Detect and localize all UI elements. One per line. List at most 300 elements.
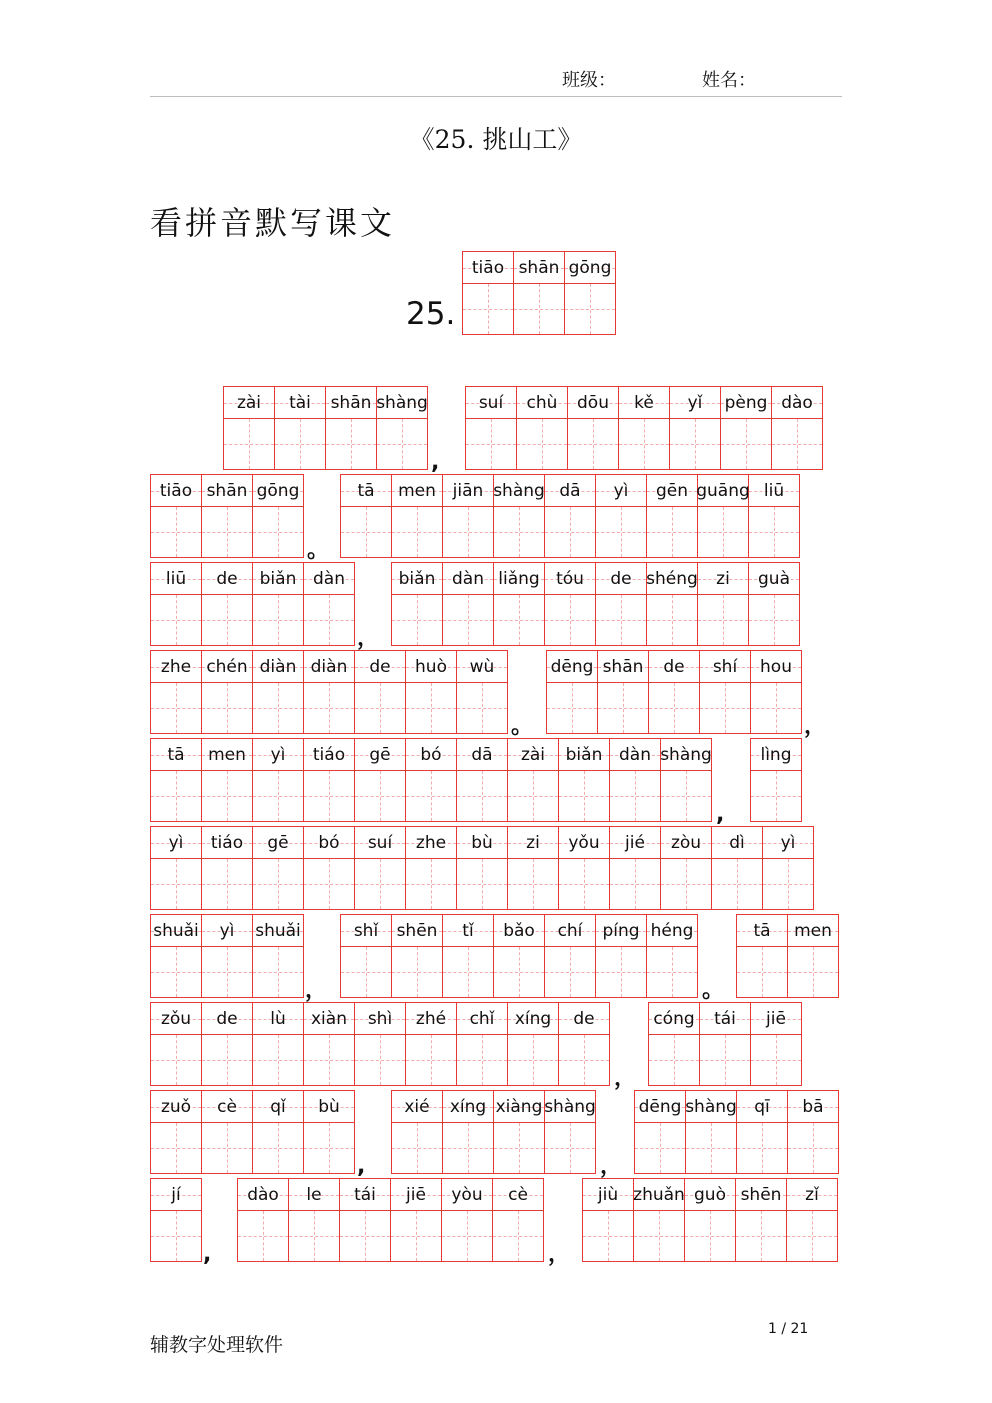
- pinyin-syllable: yì: [270, 744, 286, 765]
- writing-box[interactable]: [253, 771, 303, 821]
- pinyin-syllable: de: [216, 1008, 238, 1029]
- pinyin-syllable: tái: [714, 1008, 736, 1029]
- pinyin-syllable: cè: [217, 1096, 237, 1117]
- pinyin-line: [568, 387, 618, 419]
- writing-box[interactable]: [253, 595, 303, 645]
- pinyin-line: [619, 387, 669, 419]
- char-cell: [224, 387, 275, 470]
- writing-box[interactable]: [596, 947, 646, 997]
- pinyin-syllable: yì: [780, 832, 796, 853]
- writing-box[interactable]: [559, 771, 609, 821]
- pinyin-syllable: bó: [420, 744, 442, 765]
- pinyin-syllable: huò: [415, 656, 447, 677]
- char-cell: [202, 475, 253, 558]
- pinyin-line: [647, 563, 697, 595]
- writing-box[interactable]: [202, 859, 252, 909]
- pinyin-syllable: zi: [526, 832, 540, 853]
- pinyin-grid-group: [150, 1178, 202, 1262]
- writing-box[interactable]: [610, 771, 660, 821]
- pinyin-grid-group: [150, 1090, 355, 1174]
- pinyin-line: [749, 563, 799, 595]
- pinyin-grid-group: [391, 562, 800, 646]
- writing-box[interactable]: [598, 683, 648, 733]
- pinyin-line: [151, 739, 201, 771]
- pinyin-line: [355, 1003, 405, 1035]
- writing-box[interactable]: [202, 771, 252, 821]
- char-cell: [596, 915, 647, 998]
- writing-box[interactable]: [568, 419, 618, 469]
- writing-box[interactable]: [406, 1035, 456, 1085]
- writing-box[interactable]: [466, 419, 516, 469]
- pinyin-line: [457, 739, 507, 771]
- char-cell: [340, 1179, 391, 1262]
- char-cell: [151, 563, 202, 646]
- writing-box[interactable]: [649, 683, 699, 733]
- pinyin-syllable: yǒu: [568, 832, 600, 853]
- pinyin-line: [494, 1091, 544, 1123]
- writing-box[interactable]: [275, 419, 325, 469]
- pinyin-line: [151, 563, 201, 595]
- pinyin-line: [545, 1091, 595, 1123]
- char-cell: [377, 387, 428, 470]
- char-cell: [304, 651, 355, 734]
- char-cell: [494, 475, 545, 558]
- writing-box[interactable]: [202, 1035, 252, 1085]
- pinyin-line: [457, 651, 507, 683]
- writing-box[interactable]: [736, 1211, 786, 1261]
- writing-box[interactable]: [202, 683, 252, 733]
- writing-box[interactable]: [772, 419, 822, 469]
- writing-box[interactable]: [559, 1035, 609, 1085]
- writing-box[interactable]: [304, 771, 354, 821]
- char-cell: [787, 1179, 838, 1262]
- writing-box[interactable]: [763, 859, 813, 909]
- writing-box[interactable]: [304, 595, 354, 645]
- pinyin-grid-group: [150, 650, 508, 734]
- pinyin-line: [559, 739, 609, 771]
- writing-box[interactable]: [442, 1211, 492, 1261]
- writing-box[interactable]: [151, 1211, 201, 1261]
- punctuation-mark: ，: [804, 714, 827, 739]
- writing-box[interactable]: [547, 683, 597, 733]
- writing-box[interactable]: [494, 595, 544, 645]
- punctuation-mark: 。: [702, 978, 725, 1003]
- writing-box[interactable]: [559, 859, 609, 909]
- writing-box[interactable]: [355, 859, 405, 909]
- writing-box[interactable]: [202, 1123, 252, 1173]
- writing-box[interactable]: [661, 859, 711, 909]
- writing-box[interactable]: [443, 507, 493, 557]
- writing-box[interactable]: [463, 284, 513, 334]
- writing-box[interactable]: [670, 419, 720, 469]
- pinyin-line: [647, 475, 697, 507]
- pinyin-line: [392, 915, 442, 947]
- writing-box[interactable]: [304, 1123, 354, 1173]
- char-cell: [685, 1179, 736, 1262]
- pinyin-syllable: shàng: [544, 1096, 596, 1117]
- writing-box[interactable]: [304, 683, 354, 733]
- char-cell: [634, 1179, 685, 1262]
- writing-box[interactable]: [788, 947, 838, 997]
- writing-box[interactable]: [751, 771, 801, 821]
- pinyin-line: [751, 651, 801, 683]
- char-cell: [253, 563, 304, 646]
- char-cell: [457, 739, 508, 822]
- pinyin-syllable: bó: [318, 832, 340, 853]
- writing-box[interactable]: [392, 507, 442, 557]
- pinyin-grid-group: [750, 738, 802, 822]
- writing-box[interactable]: [392, 1123, 442, 1173]
- pinyin-syllable: hou: [760, 656, 792, 677]
- char-cell: [466, 387, 517, 470]
- pinyin-syllable: shǐ: [353, 920, 379, 941]
- writing-box[interactable]: [304, 859, 354, 909]
- pinyin-syllable: zi: [716, 568, 730, 589]
- pinyin-syllable: chí: [557, 920, 583, 941]
- writing-box[interactable]: [253, 507, 303, 557]
- pinyin-line: [494, 563, 544, 595]
- pinyin-grid-group: [150, 738, 712, 822]
- pinyin-syllable: gēn: [655, 480, 689, 501]
- pinyin-line: [443, 475, 493, 507]
- writing-box[interactable]: [737, 947, 787, 997]
- writing-box[interactable]: [457, 771, 507, 821]
- writing-box[interactable]: [788, 1123, 838, 1173]
- pinyin-line: [340, 1179, 390, 1211]
- char-cell: [253, 1091, 304, 1174]
- pinyin-syllable: zǐ: [805, 1184, 819, 1205]
- char-cell: [443, 475, 494, 558]
- char-cell: [596, 563, 647, 646]
- pinyin-syllable: bù: [318, 1096, 340, 1117]
- char-cell: [619, 387, 670, 470]
- pinyin-grid-group: [648, 1002, 802, 1086]
- pinyin-line: [700, 651, 750, 683]
- pinyin-syllable: zuǒ: [160, 1096, 192, 1117]
- writing-box[interactable]: [596, 507, 646, 557]
- char-cell: [304, 563, 355, 646]
- writing-box[interactable]: [340, 1211, 390, 1261]
- writing-box[interactable]: [202, 947, 252, 997]
- writing-box[interactable]: [355, 771, 405, 821]
- writing-box[interactable]: [202, 595, 252, 645]
- writing-box[interactable]: [151, 859, 201, 909]
- writing-box[interactable]: [151, 1035, 201, 1085]
- writing-box[interactable]: [151, 1123, 201, 1173]
- char-cell: [391, 1179, 442, 1262]
- writing-box[interactable]: [238, 1211, 288, 1261]
- char-cell: [151, 1091, 202, 1174]
- writing-box[interactable]: [151, 507, 201, 557]
- pinyin-line: [559, 1003, 609, 1035]
- pinyin-syllable: men: [398, 480, 436, 501]
- writing-box[interactable]: [391, 1211, 441, 1261]
- writing-box[interactable]: [787, 1211, 837, 1261]
- writing-box[interactable]: [406, 771, 456, 821]
- char-cell: [596, 475, 647, 558]
- writing-box[interactable]: [647, 595, 697, 645]
- char-cell: [494, 563, 545, 646]
- writing-box[interactable]: [457, 1035, 507, 1085]
- writing-box[interactable]: [392, 947, 442, 997]
- pinyin-grid-group: [340, 914, 698, 998]
- writing-box[interactable]: [712, 859, 762, 909]
- writing-box[interactable]: [700, 683, 750, 733]
- pinyin-syllable: zòu: [670, 832, 702, 853]
- pinyin-syllable: zài: [236, 392, 262, 413]
- pinyin-syllable: men: [794, 920, 832, 941]
- writing-box[interactable]: [151, 595, 201, 645]
- writing-box[interactable]: [545, 947, 595, 997]
- writing-box[interactable]: [253, 683, 303, 733]
- pinyin-syllable: yì: [219, 920, 235, 941]
- pinyin-line: [514, 252, 564, 284]
- pinyin-grid-group: [465, 386, 823, 470]
- pinyin-syllable: jí: [171, 1184, 181, 1205]
- writing-box[interactable]: [751, 1035, 801, 1085]
- pinyin-syllable: tài: [289, 392, 311, 413]
- pinyin-line: [443, 1091, 493, 1123]
- char-cell: [202, 915, 253, 998]
- writing-box[interactable]: [517, 419, 567, 469]
- char-cell: [341, 475, 392, 558]
- pinyin-line: [151, 827, 201, 859]
- char-cell: [700, 651, 751, 734]
- pinyin-line: [202, 1003, 252, 1035]
- char-cell: [517, 387, 568, 470]
- char-cell: [463, 252, 514, 335]
- writing-box[interactable]: [253, 1123, 303, 1173]
- writing-box[interactable]: [647, 507, 697, 557]
- pinyin-syllable: jié: [625, 832, 645, 853]
- pinyin-line: [596, 563, 646, 595]
- pinyin-line: [463, 252, 513, 284]
- punctuation-mark: ，: [305, 978, 328, 1003]
- writing-box[interactable]: [443, 595, 493, 645]
- writing-box[interactable]: [443, 947, 493, 997]
- pinyin-line: [341, 475, 391, 507]
- pinyin-line: [392, 1091, 442, 1123]
- pinyin-line: [151, 1091, 201, 1123]
- writing-box[interactable]: [457, 683, 507, 733]
- pinyin-line: [151, 1003, 201, 1035]
- char-cell: [698, 475, 749, 558]
- pinyin-line: [253, 739, 303, 771]
- writing-box[interactable]: [596, 595, 646, 645]
- writing-box[interactable]: [545, 507, 595, 557]
- pinyin-line: [304, 651, 354, 683]
- pinyin-line: [598, 651, 648, 683]
- writing-box[interactable]: [494, 507, 544, 557]
- name-label: 姓名：: [702, 70, 756, 91]
- pinyin-syllable: shàng: [685, 1096, 737, 1117]
- pinyin-line: [751, 1003, 801, 1035]
- pinyin-line: [634, 1179, 684, 1211]
- writing-box[interactable]: [698, 595, 748, 645]
- pinyin-syllable: dào: [781, 392, 813, 413]
- pinyin-syllable: guāng: [696, 480, 750, 501]
- punctuation-mark: ,: [357, 1154, 366, 1179]
- pinyin-syllable: bù: [471, 832, 493, 853]
- char-cell: [545, 915, 596, 998]
- pinyin-line: [304, 1003, 354, 1035]
- writing-box[interactable]: [355, 1035, 405, 1085]
- pinyin-line: [304, 739, 354, 771]
- pinyin-line: [661, 827, 711, 859]
- pinyin-grid-group: [582, 1178, 838, 1262]
- char-cell: [304, 1091, 355, 1174]
- writing-box[interactable]: [508, 859, 558, 909]
- char-cell: [253, 915, 304, 998]
- char-cell: [406, 1003, 457, 1086]
- pinyin-line: [787, 1179, 837, 1211]
- pinyin-syllable: wù: [469, 656, 495, 677]
- pinyin-syllable: tiāo: [159, 480, 193, 501]
- writing-box[interactable]: [341, 507, 391, 557]
- writing-box[interactable]: [151, 771, 201, 821]
- writing-box[interactable]: [202, 507, 252, 557]
- writing-box[interactable]: [493, 1211, 543, 1261]
- writing-box[interactable]: [635, 1123, 685, 1173]
- char-cell: [457, 827, 508, 910]
- writing-box[interactable]: [151, 947, 201, 997]
- char-cell: [661, 739, 712, 822]
- pinyin-line: [304, 1091, 354, 1123]
- writing-box[interactable]: [661, 771, 711, 821]
- writing-box[interactable]: [634, 1211, 684, 1261]
- pinyin-syllable: shàng: [376, 392, 428, 413]
- char-cell: [151, 739, 202, 822]
- pinyin-line: [736, 1179, 786, 1211]
- writing-box[interactable]: [224, 419, 274, 469]
- pinyin-syllable: zhé: [415, 1008, 447, 1029]
- writing-box[interactable]: [457, 859, 507, 909]
- writing-box[interactable]: [355, 683, 405, 733]
- pinyin-syllable: diàn: [310, 656, 348, 677]
- writing-box[interactable]: [545, 1123, 595, 1173]
- punctuation-mark: ，: [614, 1066, 637, 1091]
- pinyin-line: [788, 915, 838, 947]
- char-cell: [545, 475, 596, 558]
- writing-box[interactable]: [749, 507, 799, 557]
- pinyin-line: [304, 563, 354, 595]
- writing-box[interactable]: [289, 1211, 339, 1261]
- pinyin-syllable: lù: [270, 1008, 286, 1029]
- writing-box[interactable]: [151, 683, 201, 733]
- char-cell: [326, 387, 377, 470]
- writing-box[interactable]: [698, 507, 748, 557]
- char-cell: [151, 651, 202, 734]
- char-cell: [406, 739, 457, 822]
- writing-box[interactable]: [647, 947, 697, 997]
- char-cell: [151, 827, 202, 910]
- writing-box[interactable]: [304, 1035, 354, 1085]
- char-cell: [457, 651, 508, 734]
- char-cell: [304, 739, 355, 822]
- pinyin-line: [202, 651, 252, 683]
- char-cell: [670, 387, 721, 470]
- writing-box[interactable]: [721, 419, 771, 469]
- writing-box[interactable]: [751, 683, 801, 733]
- pinyin-syllable: de: [663, 656, 685, 677]
- pinyin-syllable: tiáo: [210, 832, 244, 853]
- document-title: 《25. 挑山工》: [409, 125, 583, 154]
- writing-box[interactable]: [619, 419, 669, 469]
- writing-box[interactable]: [494, 1123, 544, 1173]
- writing-box[interactable]: [443, 1123, 493, 1173]
- pinyin-syllable: tā: [357, 480, 375, 501]
- writing-box[interactable]: [649, 1035, 699, 1085]
- char-cell: [568, 387, 619, 470]
- pinyin-line: [443, 915, 493, 947]
- pinyin-grid-group: [150, 914, 304, 998]
- writing-box[interactable]: [253, 859, 303, 909]
- pinyin-syllable: gē: [369, 744, 391, 765]
- writing-box[interactable]: [508, 1035, 558, 1085]
- writing-box[interactable]: [545, 595, 595, 645]
- writing-box[interactable]: [583, 1211, 633, 1261]
- pinyin-syllable: dā: [559, 480, 581, 501]
- writing-box[interactable]: [610, 859, 660, 909]
- pinyin-syllable: guà: [758, 568, 790, 589]
- pinyin-line: [610, 739, 660, 771]
- pinyin-syllable: dào: [247, 1184, 279, 1205]
- char-cell: [635, 1091, 686, 1174]
- pinyin-syllable: de: [369, 656, 391, 677]
- char-cell: [494, 1091, 545, 1174]
- writing-box[interactable]: [253, 1035, 303, 1085]
- writing-box[interactable]: [685, 1211, 735, 1261]
- char-cell: [202, 1003, 253, 1086]
- pinyin-syllable: suí: [367, 832, 393, 853]
- pinyin-line: [583, 1179, 633, 1211]
- writing-box[interactable]: [377, 419, 427, 469]
- pinyin-line: [392, 475, 442, 507]
- pinyin-grid-group: [150, 1002, 610, 1086]
- writing-box[interactable]: [514, 284, 564, 334]
- writing-box[interactable]: [749, 595, 799, 645]
- punctuation-mark: ，: [600, 1154, 623, 1179]
- writing-box[interactable]: [686, 1123, 736, 1173]
- writing-box[interactable]: [341, 947, 391, 997]
- writing-box[interactable]: [406, 859, 456, 909]
- writing-box[interactable]: [253, 947, 303, 997]
- pinyin-line: [202, 563, 252, 595]
- writing-box[interactable]: [565, 284, 615, 334]
- writing-box[interactable]: [326, 419, 376, 469]
- pinyin-grid-group: [223, 386, 428, 470]
- pinyin-line: [253, 827, 303, 859]
- writing-box[interactable]: [392, 595, 442, 645]
- pinyin-syllable: héng: [650, 920, 694, 941]
- char-cell: [649, 651, 700, 734]
- char-cell: [253, 475, 304, 558]
- pinyin-syllable: lìng: [760, 744, 792, 765]
- writing-box[interactable]: [406, 683, 456, 733]
- pinyin-syllable: yì: [168, 832, 184, 853]
- writing-box[interactable]: [494, 947, 544, 997]
- writing-box[interactable]: [737, 1123, 787, 1173]
- char-cell: [341, 915, 392, 998]
- pinyin-syllable: le: [306, 1184, 322, 1205]
- pinyin-syllable: biǎn: [259, 568, 297, 589]
- pinyin-syllable: dēng: [638, 1096, 682, 1117]
- pinyin-line: [763, 827, 813, 859]
- char-cell: [355, 739, 406, 822]
- writing-box[interactable]: [508, 771, 558, 821]
- pinyin-syllable: zhe: [160, 656, 192, 677]
- writing-box[interactable]: [700, 1035, 750, 1085]
